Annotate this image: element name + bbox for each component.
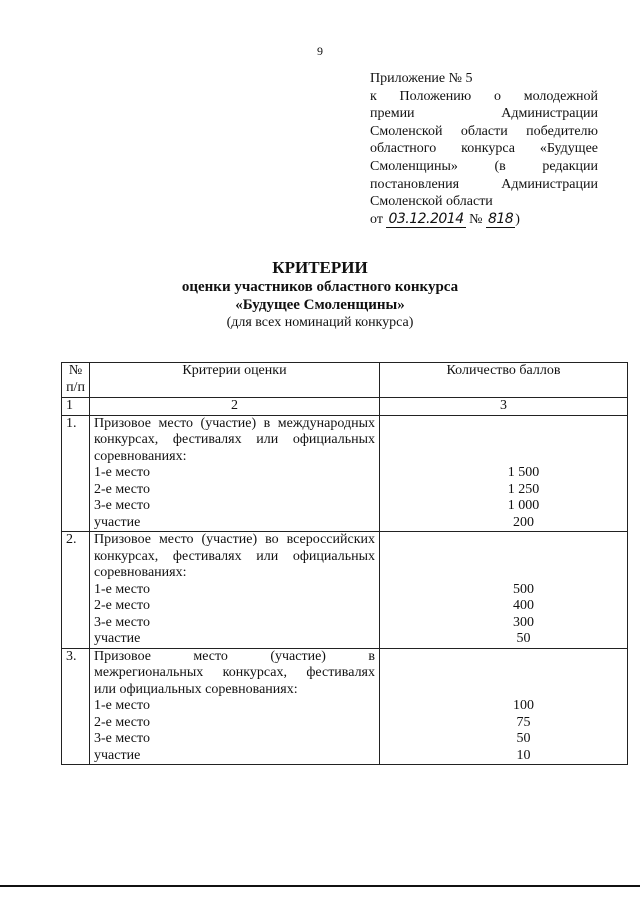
table-header-row bbox=[62, 363, 628, 398]
points-value: 1 500 bbox=[507, 465, 540, 480]
row-number: 1. bbox=[62, 415, 90, 532]
criteria-line: Призовое место (участие) в международных bbox=[94, 415, 375, 431]
appendix-block bbox=[370, 70, 598, 228]
heading-subtitle: «Будущее Смоленщины» bbox=[235, 297, 405, 313]
points-cell bbox=[380, 648, 628, 765]
points-value: 10 bbox=[516, 747, 531, 763]
criteria-line: Призовое место (участие) во всероссийских bbox=[94, 532, 375, 547]
row-number: 2. bbox=[62, 532, 90, 649]
appendix-line: премии Администрации bbox=[370, 106, 598, 122]
criteria-line: Призовое место (участие) в bbox=[94, 648, 375, 664]
points-cell bbox=[380, 532, 628, 649]
table-row bbox=[62, 648, 628, 765]
points-value: 300 bbox=[513, 614, 534, 630]
header-points: Количество баллов bbox=[380, 363, 628, 398]
place-label: участие bbox=[94, 747, 141, 763]
points-value: 400 bbox=[513, 598, 534, 613]
appendix-line: Смоленской области bbox=[370, 194, 493, 210]
points-value: 500 bbox=[513, 581, 534, 597]
header-number-line: п/п bbox=[66, 379, 85, 395]
column-number: 3 bbox=[380, 398, 628, 416]
place-label: 3-е место bbox=[94, 498, 150, 513]
place-label: 3-е место bbox=[94, 614, 150, 630]
closing-paren: ) bbox=[515, 211, 520, 227]
header-number-line: № bbox=[68, 363, 83, 378]
points-value: 100 bbox=[513, 698, 534, 713]
column-number: 1 bbox=[62, 398, 90, 416]
heading-note: (для всех номинаций конкурса) bbox=[226, 315, 414, 330]
date-prefix: от bbox=[370, 211, 383, 227]
criteria-line: соревнованиях: bbox=[94, 448, 187, 464]
criteria-line: конкурсах, фестивалях или официальных bbox=[94, 548, 375, 564]
points-value: 50 bbox=[516, 631, 531, 646]
place-label: 3-е место bbox=[94, 731, 150, 746]
place-label: участие bbox=[94, 631, 141, 646]
appendix-line: постановления Администрации bbox=[370, 176, 598, 192]
points-value: 1 000 bbox=[507, 498, 540, 513]
column-number-row bbox=[62, 398, 628, 416]
page-number: 9 bbox=[317, 44, 323, 58]
place-label: 1-е место bbox=[94, 581, 150, 597]
place-label: 1-е место bbox=[94, 465, 150, 480]
criteria-line: или официальных соревнованиях: bbox=[94, 681, 298, 697]
resolution-reference bbox=[370, 211, 598, 229]
table-row bbox=[62, 415, 628, 532]
document-heading bbox=[0, 258, 640, 332]
points-value: 50 bbox=[516, 731, 531, 746]
column-number: 2 bbox=[90, 398, 380, 416]
header-criteria: Критерии оценки bbox=[90, 363, 380, 398]
criteria-cell bbox=[90, 648, 380, 765]
place-label: 1-е место bbox=[94, 698, 150, 713]
points-value: 1 250 bbox=[507, 481, 540, 497]
appendix-line: Смоленской области победителю bbox=[370, 123, 598, 139]
place-label: 2-е место bbox=[94, 481, 150, 497]
table-row bbox=[62, 532, 628, 649]
criteria-line: межрегиональных конкурсах, фестивалях bbox=[94, 665, 375, 680]
criteria-line: конкурсах, фестивалях или официальных bbox=[94, 432, 375, 447]
points-value: 200 bbox=[513, 514, 534, 530]
place-label: 2-е место bbox=[94, 598, 150, 613]
criteria-cell bbox=[90, 532, 380, 649]
criteria-cell bbox=[90, 415, 380, 532]
footer-rule bbox=[0, 885, 640, 887]
handwritten-number: 818 bbox=[487, 210, 514, 227]
number-prefix: № bbox=[469, 211, 483, 227]
appendix-line: Смоленщины» (в редакции bbox=[370, 158, 598, 174]
appendix-line: областного конкурса «Будущее bbox=[370, 141, 598, 157]
criteria-table bbox=[61, 362, 628, 765]
place-label: участие bbox=[94, 514, 141, 530]
heading-subtitle: оценки участников областного конкурса bbox=[181, 279, 459, 295]
points-value: 75 bbox=[516, 714, 531, 730]
row-number: 3. bbox=[62, 648, 90, 765]
appendix-title: Приложение № 5 bbox=[370, 71, 473, 86]
criteria-line: соревнованиях: bbox=[94, 565, 187, 580]
appendix-line: к Положению о молодежной bbox=[370, 88, 598, 104]
points-cell bbox=[380, 415, 628, 532]
header-number bbox=[62, 363, 90, 398]
handwritten-date: 03.12.2014 bbox=[388, 210, 464, 227]
heading-title: КРИТЕРИИ bbox=[272, 258, 368, 277]
place-label: 2-е место bbox=[94, 714, 150, 730]
